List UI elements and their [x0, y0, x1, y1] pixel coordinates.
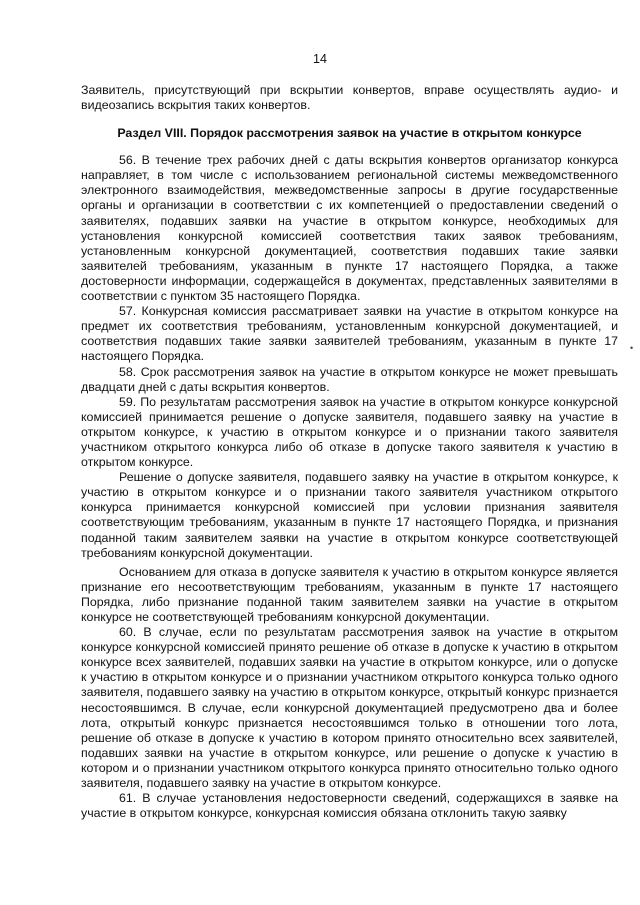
intro-paragraph: Заявитель, присутствующий при вскрытии конвертов, вправе осуществлять аудио- и видеозапись вскрытия таких конвертов. — [81, 83, 618, 113]
paragraph-59-refusal: Основанием для отказа в допуске заявителя к участию в открытом конкурсе является признание его несоответствующим требованиям, указанным в пункте 17 настоящего Порядка, либо признание поданной таким заявителем заявки на участие в открытом конкурсе не соответствующей требованиям конкурсной документации. — [81, 564, 618, 624]
paragraph-56: 56. В течение трех рабочих дней с даты вскрытия конвертов организатор конкурса направляет, в том числе с использованием региональной системы межведомственного электронного взаимодействия, межведомственные запросы в другие государственные органы и организации в соответствии с их компетенцией о предоставлении сведений о заявителях, подавших заявки на участие в открытом конкурсе, необходимых для установления конкурсной комиссией соответствия таких заявок требованиям, установленным конкурсной документацией, соответствия подавших такие заявки заявителей требованиям, указанным в пункте 17 настоящего Порядка, а также достоверности информации, содержащейся в документах, представленных заявителями в соответствии с пунктом 35 настоящего Порядка. — [81, 153, 618, 304]
paragraph-59: 59. По результатам рассмотрения заявок на участие в открытом конкурсе конкурсной комиссией принимается решение о допуске заявителя, подавшего заявку на участие в открытом конкурсе, к участию в открытом конкурсе и о признании такого заявителя участником открытого конкурса либо об отказе в допуске такого заявителя к участию в открытом конкурсе. — [81, 394, 618, 470]
section-title: Раздел VIII. Порядок рассмотрения заявок на участие в открытом конкурсе — [117, 126, 582, 141]
paragraph-57: 57. Конкурсная комиссия рассматривает заявки на участие в открытом конкурсе на предмет их соответствия требованиям, установленным конкурсной документацией, и соответствия подавших такие заявки заявителей требованиям, указанным в пункте 17 настоящего Порядка. — [81, 304, 618, 364]
paragraph-58: 58. Срок рассмотрения заявок на участие в открытом конкурсе не может превышать двадцати дней с даты вскрытия конвертов. — [81, 364, 618, 394]
document-body — [81, 83, 618, 821]
margin-marker: • — [630, 343, 634, 353]
page-number: 14 — [313, 52, 327, 66]
paragraph-60: 60. В случае, если по результатам рассмотрения заявок на участие в открытом конкурсе конкурсной комиссией принято решение об отказе в допуске к участию в открытом конкурсе всех заявителей, подавших заявки на участие в открытом конкурсе, или о допуске к участию в открытом конкурсе и о признании участником открытого конкурса только одного заявителя, подавшего заявку на участию в открытом конкурсе, открытый конкурс признается несостоявшимся. В случае, если конкурсной документацией предусмотрено два и более лота, открытый конкурс признается несостоявшимся только в отношении того лота, решение об отказе в допуске к участию в котором принято относительно всех заявителей, подавших заявки на участие в открытом конкурсе, или решение о допуске к участию в котором и о признании участником открытого конкурса принято относительно только одного заявителя, подавшего заявку на участие в открытом конкурсе. — [81, 625, 618, 791]
paragraph-61: 61. В случае установления недостоверности сведений, содержащихся в заявке на участие в открытом конкурсе, конкурсная комиссия обязана отклонить такую заявку — [81, 791, 618, 821]
paragraph-59-admission: Решение о допуске заявителя, подавшего заявку на участие в открытом конкурсе, к участию в открытом конкурсе и о признании такого заявителя участником открытого конкурса принимается конкурсной комиссией при условии признания заявителя соответствующим требованиям, указанным в пункте 17 настоящего Порядка, и признания поданной таким заявителем заявки на участие в открытом конкурсе соответствующей требованиям конкурсной документации. — [81, 470, 618, 560]
